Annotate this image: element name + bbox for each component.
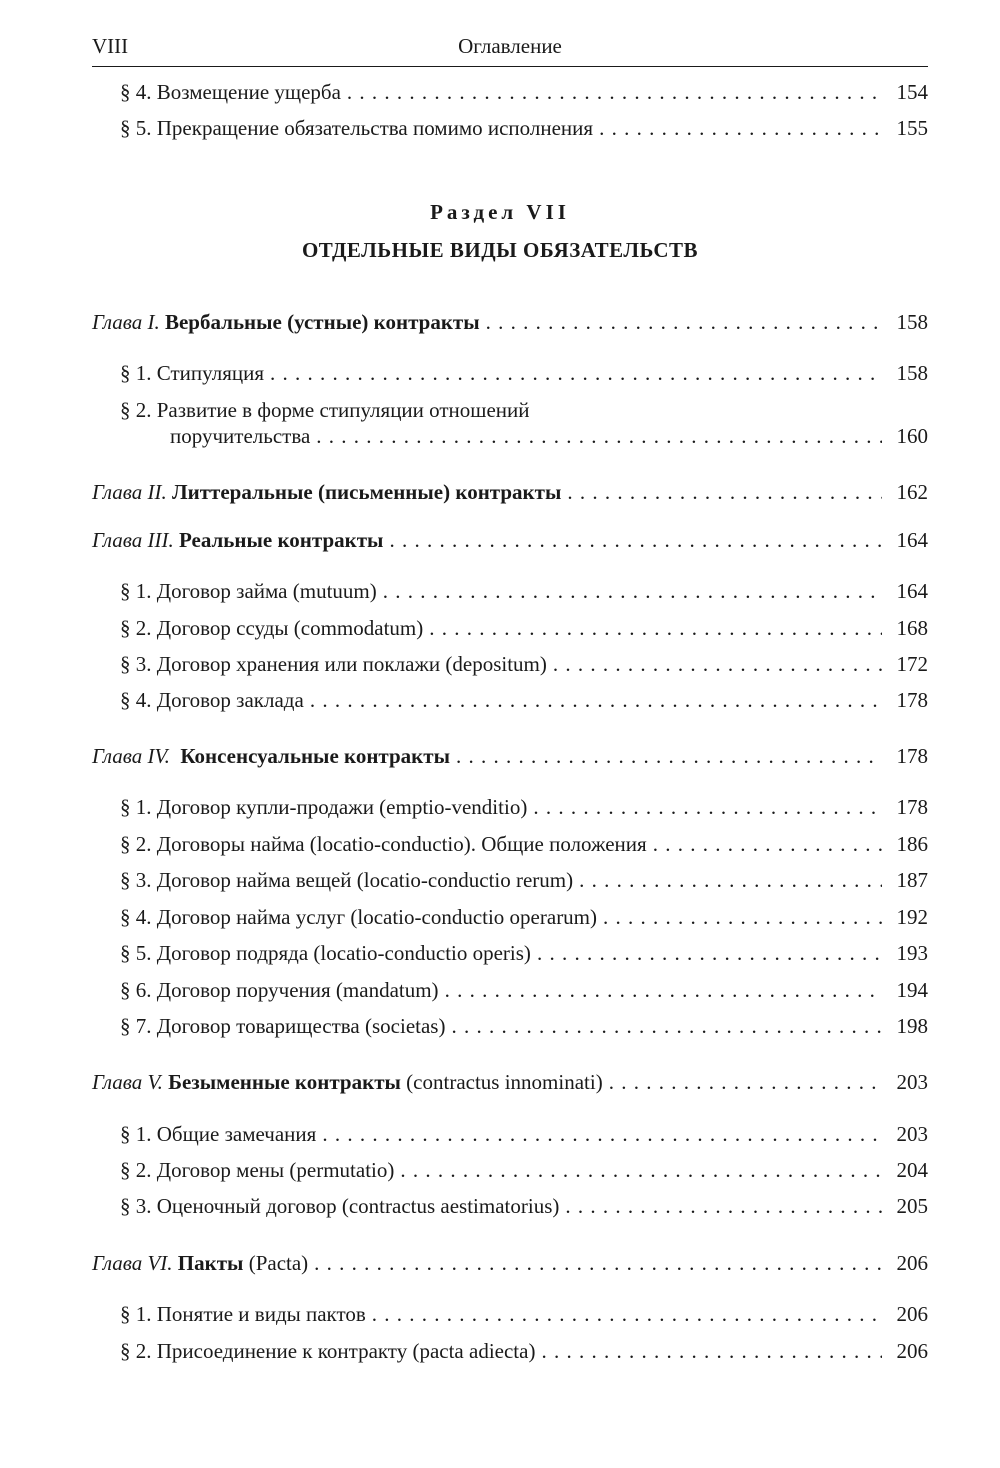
- toc-entry-label: § 4. Договор найма услуг (locatio-conductio operarum): [120, 905, 598, 929]
- dot-leader: [609, 1067, 882, 1097]
- toc-entry[interactable]: [120, 113, 928, 143]
- toc-entry[interactable]: [120, 576, 928, 606]
- toc-entry-label: § 3. Договор хранения или поклажи (depositum): [120, 652, 547, 676]
- dot-leader: [270, 358, 882, 388]
- toc-entry-label: § 5. Договор подряда (locatio-conductio operis): [120, 941, 531, 965]
- toc-entry-page: 204: [896, 1158, 928, 1182]
- toc-entry-page: 154: [896, 80, 928, 104]
- chapter-prefix: Глава IV.: [92, 744, 170, 768]
- toc-chapter-page: 158: [896, 310, 928, 334]
- toc-entry-label[interactable]: § 2. Развитие в форме стипуляции отношений: [120, 398, 530, 422]
- chapter-title: Реальные контракты: [178, 528, 384, 552]
- toc-entry-label: § 2. Договор мены (permutatio): [120, 1158, 395, 1182]
- toc-entry-page: 168: [896, 616, 928, 640]
- chapter-title: Безыменные контракты: [168, 1070, 401, 1094]
- toc-entry[interactable]: [120, 975, 928, 1005]
- toc-entry-label: § 5. Прекращение обязательства помимо исполнения: [120, 116, 594, 140]
- toc-chapter-page: 164: [896, 528, 928, 552]
- toc-entry[interactable]: [120, 77, 928, 107]
- toc-entry-page: 187: [896, 868, 928, 892]
- toc-chapter-page: 203: [896, 1070, 928, 1094]
- toc-entry[interactable]: [120, 613, 928, 643]
- dot-leader: [553, 649, 882, 679]
- toc-entry-label: § 1. Общие замечания: [120, 1122, 317, 1146]
- dot-leader: [451, 1011, 882, 1041]
- toc-entry-label: § 7. Договор товарищества (societas): [120, 1014, 446, 1038]
- section-title: ОТДЕЛЬНЫЕ ВИДЫ ОБЯЗАТЕЛЬСТВ: [301, 238, 699, 262]
- dot-leader: [567, 477, 882, 507]
- toc-entry-label: § 2. Присоединение к контракту (pacta adiecta): [120, 1339, 536, 1363]
- toc-entry-page: 155: [896, 116, 928, 140]
- toc-chapter-label: [92, 741, 450, 771]
- toc-chapter-page: 206: [896, 1251, 928, 1275]
- toc-entry-page: 193: [896, 941, 928, 965]
- toc-chapter-page: 178: [896, 744, 928, 768]
- dot-leader: [603, 902, 882, 932]
- dot-leader: [383, 576, 882, 606]
- toc-chapter[interactable]: [92, 1248, 928, 1278]
- dot-leader: [322, 1119, 882, 1149]
- toc-entry-label: § 3. Оценочный договор (contractus aestimatorius): [120, 1194, 560, 1218]
- toc-chapter[interactable]: [92, 1067, 928, 1097]
- header-rule: [92, 66, 928, 67]
- dot-leader: [389, 525, 882, 555]
- chapter-prefix: Глава VI.: [92, 1251, 173, 1275]
- toc-entry-page: 160: [896, 424, 928, 448]
- toc-entry[interactable]: [120, 685, 928, 715]
- toc-entry[interactable]: [120, 1191, 928, 1221]
- dot-leader: [486, 307, 882, 337]
- toc-entry[interactable]: [120, 865, 928, 895]
- toc-chapter-page: 162: [896, 480, 928, 504]
- toc-entry-page: 206: [896, 1339, 928, 1363]
- toc-entry-label: § 2. Договор ссуды (commodatum): [120, 616, 424, 640]
- dot-leader: [599, 113, 882, 143]
- toc-entry-label: § 1. Договор купли-продажи (emptio-venditio): [120, 795, 528, 819]
- toc-entry-label: § 1. Стипуляция: [120, 361, 264, 385]
- chapter-title: Консенсуальные контракты: [180, 744, 450, 768]
- chapter-suffix: (contractus innominati): [406, 1070, 603, 1094]
- toc-chapter-label: [92, 525, 383, 555]
- toc-entry-page: 186: [896, 832, 928, 856]
- toc-entry-label: § 4. Возмещение ущерба: [120, 80, 341, 104]
- toc-entry-label: § 1. Понятие и виды пактов: [120, 1302, 366, 1326]
- toc-entry-page: 158: [896, 361, 928, 385]
- chapter-prefix: Глава III.: [92, 528, 174, 552]
- toc-entry[interactable]: [120, 1155, 928, 1185]
- dot-leader: [541, 1336, 882, 1366]
- toc-chapter-label: [92, 1248, 308, 1278]
- toc-entry-page: 205: [896, 1194, 928, 1218]
- dot-leader: [316, 421, 882, 451]
- chapter-title: Литтеральные (письменные) контракты: [171, 480, 562, 504]
- toc-entry[interactable]: [120, 938, 928, 968]
- toc-entry[interactable]: [120, 358, 928, 388]
- toc-entry-page: 206: [896, 1302, 928, 1326]
- page-number: VIII: [92, 34, 129, 58]
- chapter-title: Вербальные (устные) контракты: [164, 310, 480, 334]
- dot-leader: [445, 975, 882, 1005]
- toc-entry[interactable]: [120, 792, 928, 822]
- dot-leader: [310, 685, 882, 715]
- dot-leader: [579, 865, 882, 895]
- chapter-prefix: Глава V.: [92, 1070, 163, 1094]
- chapter-prefix: Глава II.: [92, 480, 167, 504]
- toc-entry-label: § 3. Договор найма вещей (locatio-conductio rerum): [120, 868, 574, 892]
- dot-leader: [537, 938, 882, 968]
- toc-entry-continuation: поручительства: [170, 424, 311, 448]
- toc-entry-page: 194: [896, 978, 928, 1002]
- toc-entry-page: 198: [896, 1014, 928, 1038]
- running-head: [92, 34, 928, 64]
- toc-entry[interactable]: [120, 902, 928, 932]
- toc-entry-label: § 1. Договор займа (mutuum): [120, 579, 377, 603]
- chapter-prefix: Глава I.: [92, 310, 160, 334]
- toc-chapter[interactable]: [92, 477, 928, 507]
- dot-leader: [400, 1155, 882, 1185]
- toc-entry[interactable]: [120, 649, 928, 679]
- toc-chapter[interactable]: [92, 741, 928, 771]
- toc-entry-page: 172: [896, 652, 928, 676]
- toc-entry-page: 178: [896, 688, 928, 712]
- toc-entry-page: 203: [896, 1122, 928, 1146]
- toc-entry-page: 178: [896, 795, 928, 819]
- running-title: Оглавление: [458, 34, 562, 58]
- toc-entry[interactable]: [120, 1011, 928, 1041]
- chapter-title: Пакты: [177, 1251, 244, 1275]
- dot-leader: [347, 77, 882, 107]
- toc-entry-page: 164: [896, 579, 928, 603]
- toc-entry-label: § 2. Договоры найма (locatio-conductio). Общие положения: [120, 832, 647, 856]
- section-label: Раздел VII: [430, 200, 570, 224]
- toc-entry-page: 192: [896, 905, 928, 929]
- toc-chapter-label: [92, 477, 561, 507]
- dot-leader: [429, 613, 882, 643]
- chapter-suffix: (Pacta): [248, 1251, 309, 1275]
- dot-leader: [314, 1248, 882, 1278]
- dot-leader: [565, 1191, 882, 1221]
- toc-chapter[interactable]: [92, 307, 928, 337]
- toc-entry[interactable]: [170, 421, 928, 451]
- toc-chapter[interactable]: [92, 525, 928, 555]
- dot-leader: [653, 829, 882, 859]
- toc-entry[interactable]: [120, 1299, 928, 1329]
- toc-entry[interactable]: [120, 829, 928, 859]
- toc-entry-label: § 6. Договор поручения (mandatum): [120, 978, 439, 1002]
- toc-chapter-label: [92, 307, 480, 337]
- dot-leader: [372, 1299, 882, 1329]
- toc-entry[interactable]: [120, 1119, 928, 1149]
- toc-entry-label: § 4. Договор заклада: [120, 688, 304, 712]
- toc-chapter-label: [92, 1067, 603, 1097]
- dot-leader: [456, 741, 882, 771]
- toc-entry[interactable]: [120, 1336, 928, 1366]
- dot-leader: [533, 792, 882, 822]
